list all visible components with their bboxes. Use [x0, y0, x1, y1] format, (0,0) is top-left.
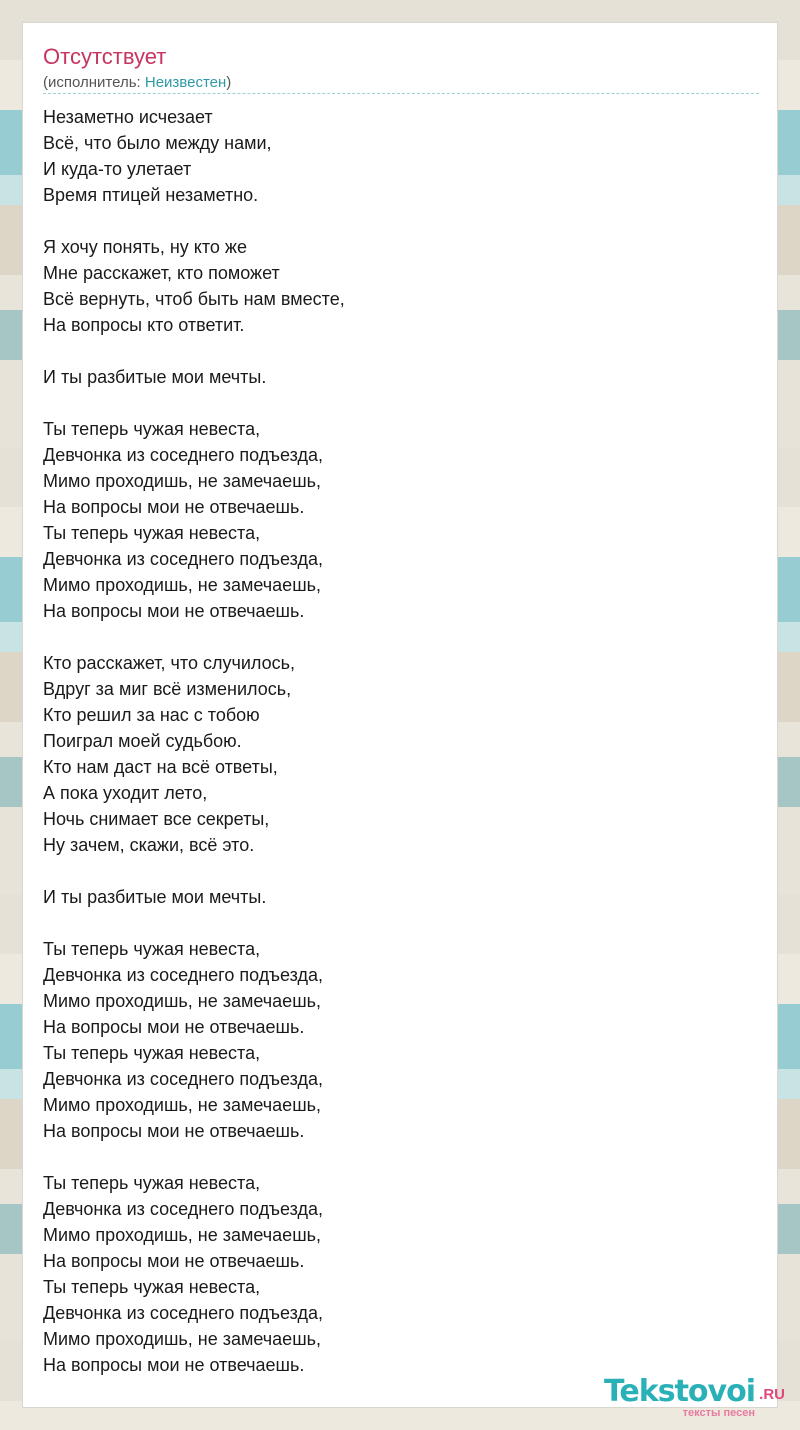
stanza-break: [43, 1144, 743, 1170]
stanza-break: [43, 858, 743, 884]
title-divider: [43, 93, 759, 94]
lyric-line: Незаметно исчезает: [43, 107, 213, 127]
lyric-line: Девчонка из соседнего подъезда,: [43, 1303, 324, 1323]
lyric-line: Мимо проходишь, не замечаешь,: [43, 575, 322, 595]
lyric-line: Девчонка из соседнего подъезда,: [43, 965, 324, 985]
lyric-line: На вопросы мои не отвечаешь.: [43, 497, 305, 517]
lyric-line: Кто нам даст на всё ответы,: [43, 757, 278, 777]
lyric-line: Мимо проходишь, не замечаешь,: [43, 1225, 322, 1245]
lyric-line: Девчонка из соседнего подъезда,: [43, 445, 324, 465]
byline-prefix: (исполнитель:: [43, 74, 145, 91]
lyric-line: Мимо проходишь, не замечаешь,: [43, 471, 322, 491]
logo-brand: Tekstovoi: [603, 1374, 755, 1409]
lyric-line: Мимо проходишь, не замечаешь,: [43, 1329, 322, 1349]
lyric-line: Ну зачем, скажи, всё это.: [43, 835, 255, 855]
lyric-line: На вопросы мои не отвечаешь.: [43, 1121, 305, 1141]
lyric-line: Кто расскажет, что случилось,: [43, 653, 296, 673]
lyric-line: Кто решил за нас с тобою: [43, 705, 260, 725]
lyric-line: Всё, что было между нами,: [43, 133, 272, 153]
lyrics-card: [22, 22, 778, 1408]
lyric-line: Девчонка из соседнего подъезда,: [43, 1199, 324, 1219]
lyric-line: И ты разбитые мои мечты.: [43, 887, 267, 907]
lyric-line: Ты теперь чужая невеста,: [43, 1173, 261, 1193]
lyric-line: На вопросы мои не отвечаешь.: [43, 1017, 305, 1037]
stanza-break: [43, 338, 743, 364]
lyric-line: Ты теперь чужая невеста,: [43, 939, 261, 959]
lyric-line: Ты теперь чужая невеста,: [43, 1277, 261, 1297]
lyric-line: Девчонка из соседнего подъезда,: [43, 549, 324, 569]
lyric-line: А пока уходит лето,: [43, 783, 208, 803]
lyric-line: Всё вернуть, чтоб быть нам вместе,: [43, 289, 345, 309]
lyrics-text: [43, 104, 743, 1378]
lyric-line: И куда-то улетает: [43, 159, 192, 179]
lyric-line: Поиграл моей судьбою.: [43, 731, 242, 751]
lyric-line: На вопросы мои не отвечаешь.: [43, 1355, 305, 1375]
artist-byline: [43, 73, 231, 93]
lyric-line: Девчонка из соседнего подъезда,: [43, 1069, 324, 1089]
stanza-break: [43, 390, 743, 416]
lyric-line: Вдруг за миг всё изменилось,: [43, 679, 292, 699]
lyric-line: На вопросы мои не отвечаешь.: [43, 601, 305, 621]
lyric-line: Ночь снимает все секреты,: [43, 809, 270, 829]
lyric-line: Мимо проходишь, не замечаешь,: [43, 1095, 322, 1115]
stanza-break: [43, 208, 743, 234]
byline-suffix: ): [226, 74, 232, 91]
lyric-line: Мне расскажет, кто поможет: [43, 263, 280, 283]
lyric-line: И ты разбитые мои мечты.: [43, 367, 267, 387]
lyric-line: На вопросы мои не отвечаешь.: [43, 1251, 305, 1271]
lyric-line: Ты теперь чужая невеста,: [43, 1043, 261, 1063]
lyric-line: На вопросы кто ответит.: [43, 315, 245, 335]
lyric-line: Время птицей незаметно.: [43, 185, 259, 205]
lyric-line: Я хочу понять, ну кто же: [43, 237, 247, 257]
lyric-line: Мимо проходишь, не замечаешь,: [43, 991, 322, 1011]
lyric-line: Ты теперь чужая невеста,: [43, 523, 261, 543]
song-title: Отсутствует: [43, 44, 167, 69]
stanza-break: [43, 624, 743, 650]
logo-tld: .RU: [759, 1386, 785, 1403]
site-logo[interactable]: [571, 1375, 791, 1423]
logo-tagline: тексты песен: [682, 1407, 755, 1419]
lyric-line: Ты теперь чужая невеста,: [43, 419, 261, 439]
stanza-break: [43, 910, 743, 936]
artist-link[interactable]: Неизвестен: [144, 74, 227, 91]
